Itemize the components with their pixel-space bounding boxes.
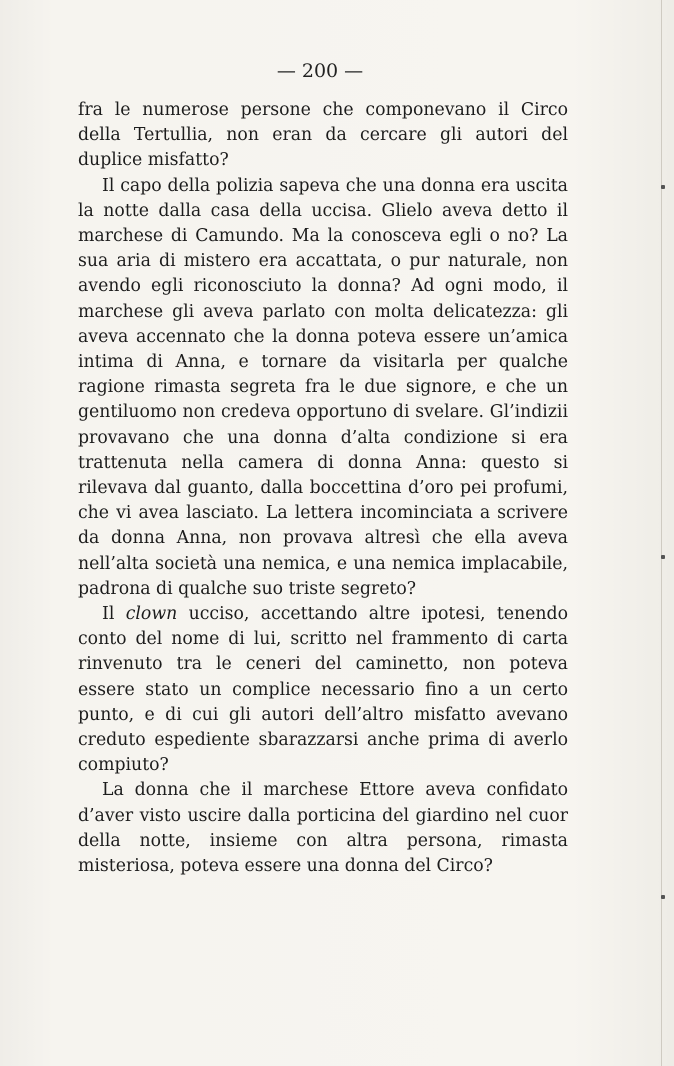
- paragraph-3-lead: Il: [102, 604, 126, 625]
- paragraph-4: La donna che il marchese Ettore aveva confidato d’aver visto uscire dalla porticina del giardino nel cuor della notte, insieme con altra persona, rimasta misteriosa, poteva essere una donna del Circo?: [78, 780, 568, 877]
- paragraph-3: [78, 602, 568, 778]
- paragraph-1: fra le numerose persone che componevano il Circo della Tertullia, non eran da cercare gli autori del duplice misfatto?: [78, 100, 568, 171]
- edge-mark: [661, 185, 665, 189]
- body-text: [78, 98, 568, 879]
- page-edge: [661, 0, 668, 1066]
- edge-mark: [661, 895, 665, 899]
- edge-mark: [661, 555, 665, 559]
- paragraph-3-italic-word: clown: [125, 604, 178, 625]
- page-number: — 200 —: [276, 60, 364, 82]
- paragraph-3-rest: ucciso, accettando altre ipotesi, tenendo conto del nome di lui, scritto nel frammento di carta rinvenuto tra le ceneri del caminetto, non poteva essere stato un complice necessario fino a un certo punto, e di cui gli autori dell’altro misfatto avevano creduto espediente sbarazzarsi anche prima di averlo compiuto?: [78, 604, 568, 776]
- paragraph-2: Il capo della polizia sapeva che una donna era uscita la notte dalla casa della uccisa. Glielo aveva detto il marchese di Camundo. Ma la conosceva egli o no? La sua aria di mistero era accattata, o pur naturale, non avendo egli riconosciuto la donna? Ad ogni modo, il marchese gli aveva parlato con molta delicatezza: gli aveva accennato che la donna poteva essere un’amica intima di Anna, e tornare da visitarla per qualche ragione rimasta segreta fra le due signore, e che un gentiluomo non credeva opportuno di svelare. Gl’indizii provavano che una donna d’alta condizione si era trattenuta nella camera di donna Anna: questo si rilevava dal guanto, dalla boccettina d’oro pei profumi, che vi avea lasciato. La lettera incominciata a scrivere da donna Anna, non provava altresì che ella aveva nell’alta società una nemica, e una nemica implacabile, padrona di qualche suo triste segreto?: [78, 175, 568, 599]
